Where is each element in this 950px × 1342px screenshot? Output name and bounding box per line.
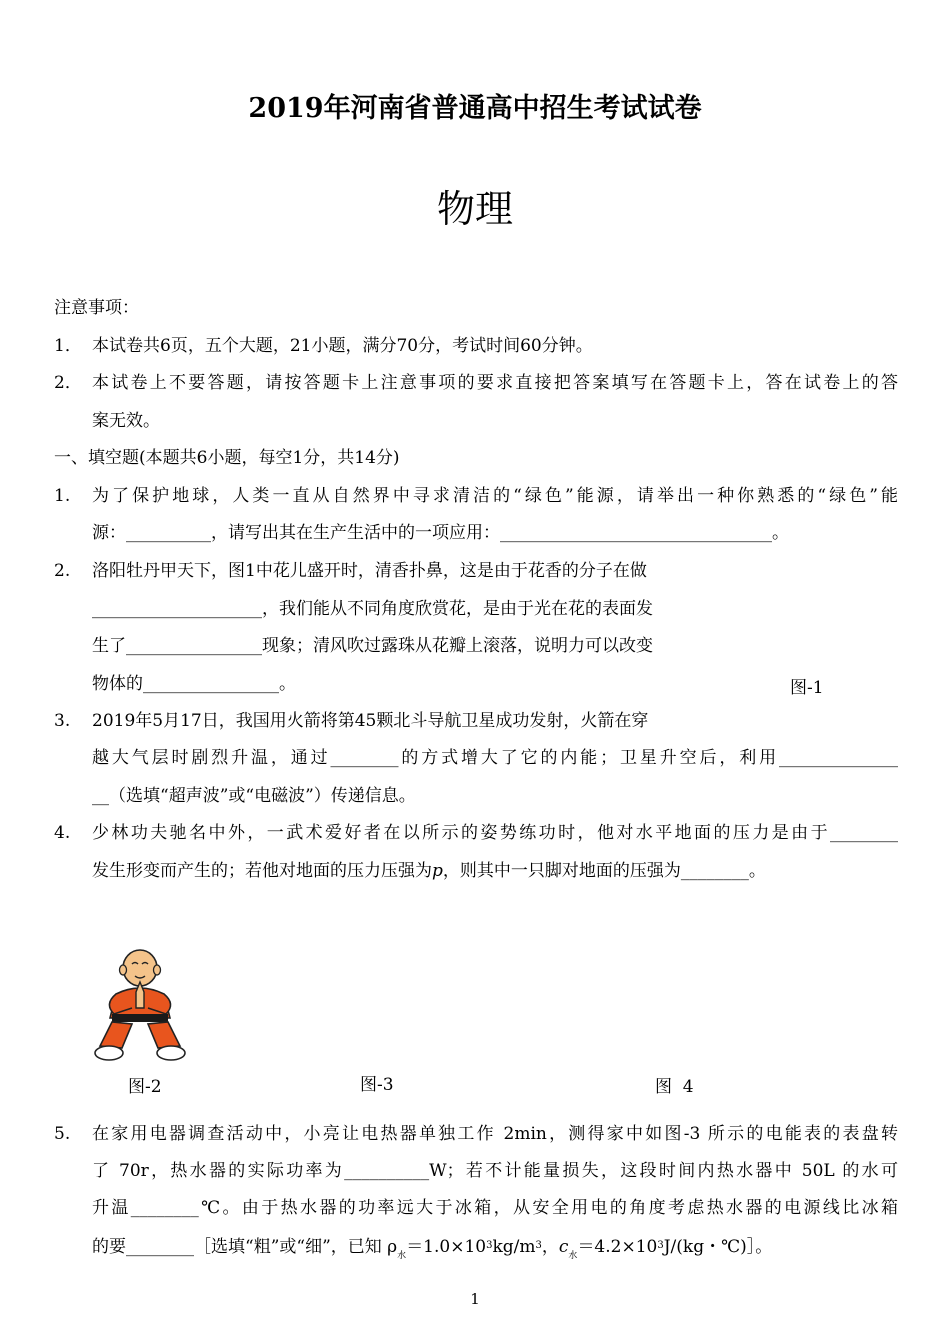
- section-heading: 一、填空题(本题共6小题，每空1分，共14分): [54, 448, 400, 468]
- notice-heading: 注意事项：: [54, 298, 139, 318]
- page-number: 1: [470, 1290, 480, 1308]
- question-text-cont: 生了________________现象；清风吹过露珠从花瓣上滚落，说明力可以改变: [92, 636, 653, 656]
- notice-item-number: 2．: [54, 373, 82, 393]
- question-text-cont: ____________________，我们能从不同角度欣赏花，是由于光在花的表面发: [92, 599, 653, 619]
- question-text-cont: 物体的________________。: [92, 674, 296, 694]
- kungfu-figure-illustration: [92, 948, 188, 1064]
- page-title: 2019年河南省普通高中招生考试试卷: [248, 93, 702, 124]
- question-text: 在家用电器调查活动中，小亮让电热器单独工作 2min，测得家中如图-3 所示的电能表的表盘转: [92, 1124, 898, 1144]
- pressure-symbol: p: [432, 861, 443, 881]
- question-text-cont: __（选填“超声波”或“电磁波”）传递信息。: [92, 786, 416, 806]
- question-text-cont: 的要________［选填“粗”或“细”，已知 $\rho_水=1.0\times 10^3kg/m^3$，$c_水=4.2\times 10^3J/(kg$・℃)］。: [92, 1237, 773, 1261]
- notice-item-number: 1．: [54, 336, 82, 356]
- question-number: 5.: [54, 1124, 71, 1144]
- question-text-cont: 越大气层时剧烈升温，通过________的方式增大了它的内能；卫星升空后，利用______________: [92, 748, 898, 768]
- notice-item-text: 本试卷共6页，五个大题，21小题，满分70分，考试时间60分钟。: [92, 336, 593, 356]
- question-number: 4.: [54, 823, 71, 843]
- notice-item-text-cont: 案无效。: [92, 411, 160, 431]
- question-text: 洛阳牡丹甲天下，图1中花儿盛开时，清香扑鼻，这是由于花香的分子在做: [92, 561, 647, 581]
- subject-title: 物理: [436, 187, 513, 231]
- question-number: 3.: [54, 711, 71, 731]
- question-text-cont: 升温________℃。由于热水器的功率远大于冰箱，从安全用电的角度考虑热水器的电源线比冰箱: [92, 1198, 898, 1218]
- question-text: 少林功夫驰名中外，一武术爱好者在以所示的姿势练功时，他对水平地面的压力是由于________: [92, 823, 898, 843]
- figure-3-caption: 图-3: [360, 1075, 394, 1095]
- figure-1-caption: 图-1: [790, 678, 824, 698]
- question-text: 2019年5月17日，我国用火箭将第45颗北斗导航卫星成功发射，火箭在穿: [92, 711, 649, 731]
- question-text-cont: 了 70r，热水器的实际功率为__________W；若不计能量损失，这段时间内热水器中 50L 的水可: [92, 1161, 898, 1181]
- question-text-cont: 源：__________，请写出其在生产生活中的一项应用：________________________________。: [92, 523, 789, 543]
- figure-4-caption: 图 4: [655, 1077, 694, 1097]
- question-text: 为了保护地球，人类一直从自然界中寻求清洁的“绿色”能源，请举出一种你熟悉的“绿色”能: [92, 486, 898, 506]
- question-number: 1.: [54, 486, 71, 506]
- figure-2-caption: 图-2: [128, 1077, 162, 1097]
- notice-item-text: 本试卷上不要答题，请按答题卡上注意事项的要求直接把答案填写在答题卡上，答在试卷上的答: [92, 373, 898, 393]
- question-text-cont: 发生形变而产生的；若他对地面的压力压强为p，则其中一只脚对地面的压强为________。: [92, 861, 766, 881]
- question-number: 2.: [54, 561, 71, 581]
